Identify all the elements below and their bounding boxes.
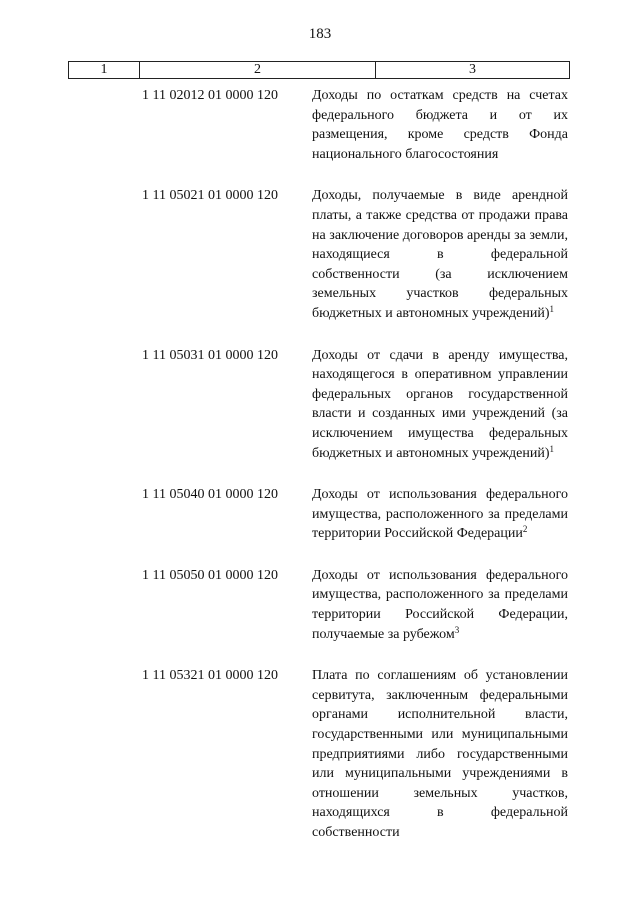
page-number: 183 xyxy=(308,26,332,42)
table-body xyxy=(68,86,570,865)
footnote-ref: 2 xyxy=(522,524,528,535)
income-code: 1 11 02012 01 0000 120 xyxy=(142,88,278,103)
table-row xyxy=(68,186,570,323)
income-code: 1 11 05050 01 0000 120 xyxy=(142,567,278,583)
income-code: 1 11 05321 01 0000 120 xyxy=(142,668,278,684)
income-description: Плата по соглашениям об установлении сервитута, заключенным федеральными органами исполнительной власти, государственными или муниципальными предприятиями либо государственными или муниципальными учреждениями в отношении земельных участков, находящихся в федеральной собственности xyxy=(312,668,568,840)
income-code: 1 11 05021 01 0000 120 xyxy=(142,188,278,204)
income-description: Доходы по остаткам средств на счетах федерального бюджета и от их размещения, кроме средств Фонда национального благосостояния xyxy=(312,88,568,162)
table-header xyxy=(68,61,570,79)
income-description: Доходы от использования федерального имущества, расположенного за пределами территории Российской Федерации$^2$ xyxy=(312,487,568,542)
header-col-1: 1 xyxy=(69,62,140,78)
table-row xyxy=(68,666,570,842)
footnote-ref: 3 xyxy=(454,624,460,635)
table-row xyxy=(68,346,570,464)
income-description: Доходы от использования федерального имущества, расположенного за пределами территории Российской Федерации, получаемые за рубежом$^3$ xyxy=(312,567,568,642)
footnote-ref: 1 xyxy=(549,443,555,454)
header-col-3: 3 xyxy=(469,62,476,77)
table-row xyxy=(68,485,570,544)
table-row xyxy=(68,566,570,644)
income-description: Доходы, получаемые в виде арендной платы, а также средства от продажи права на заключение договоров аренды за земли, находящиеся в федеральной собственности (за исключением земельных участков федеральных бюджетных и автономных учреждений)$^1$ xyxy=(312,188,568,321)
income-code: 1 11 05040 01 0000 120 xyxy=(142,487,278,503)
header-col-2: 2 xyxy=(140,62,376,78)
income-code: 1 11 05031 01 0000 120 xyxy=(142,347,278,363)
income-description: Доходы от сдачи в аренду имущества, находящегося в оперативном управлении федеральных органов государственной власти и созданных ими учреждений (за исключением имущества федеральных бюджетных и автономных учреждений)$^1$ xyxy=(312,347,568,461)
table-row xyxy=(68,86,570,164)
footnote-ref: 1 xyxy=(549,303,555,314)
